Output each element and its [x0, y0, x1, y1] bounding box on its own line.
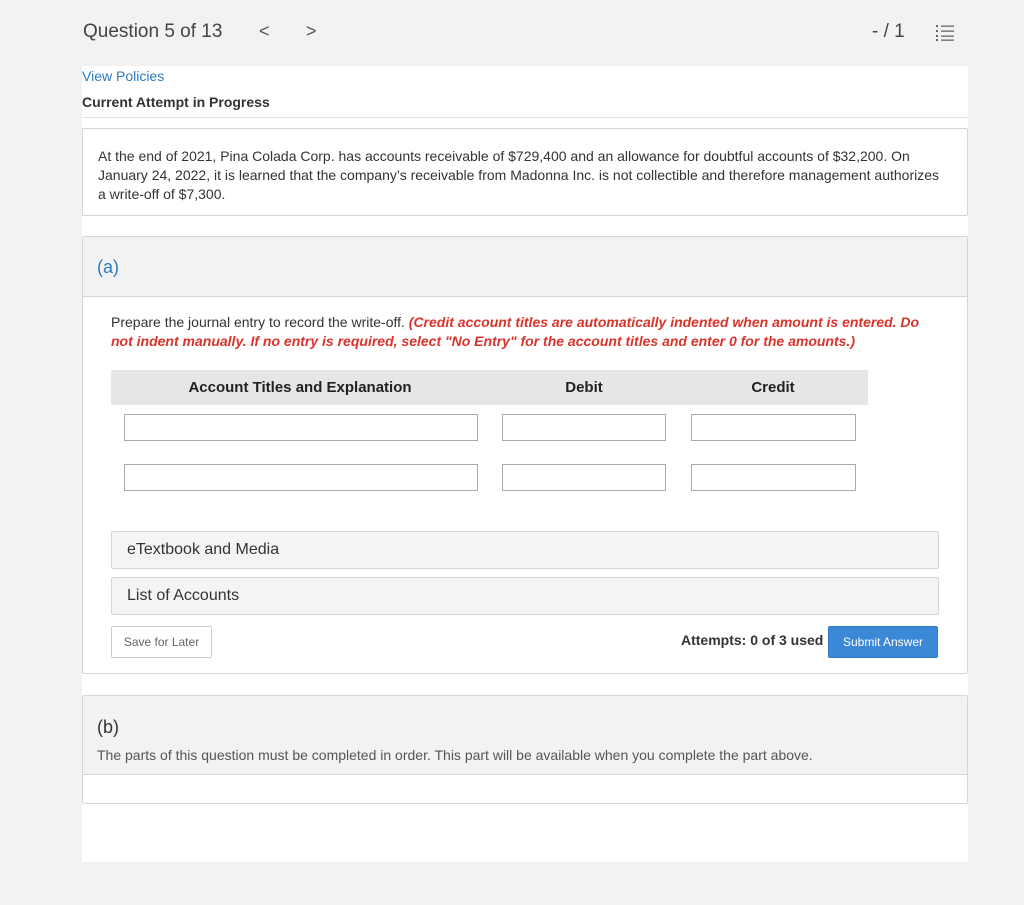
- part-b-panel: [82, 695, 968, 804]
- attempts-counter: Attempts: 0 of 3 used: [681, 632, 824, 648]
- header-debit: Debit: [565, 379, 603, 396]
- credit-input-row-2[interactable]: [691, 464, 856, 491]
- part-a-panel: [82, 236, 968, 674]
- list-of-accounts-label: List of Accounts: [127, 587, 240, 604]
- part-b-locked-message: The parts of this question must be completed in order. This part will be available when you complete the part above.: [97, 747, 813, 763]
- question-score: - / 1: [872, 21, 905, 42]
- chevron-right-icon[interactable]: >: [306, 21, 317, 41]
- question-text: At the end of 2021, Pina Colada Corp. has accounts receivable of $729,400 and an allowance for doubtful accounts of $32,200. On January 24, 2022, it is learned that the company’s receivable from Madonna Inc. is not collectible and therefore management authorizes a write-off of $7,300.: [98, 148, 940, 202]
- instruction-note: (Credit account titles are automatically indented when amount is entered. Do not indent manually. If no entry is required, select "No Entry" for the account titles and enter 0 for the amounts.): [111, 314, 920, 349]
- journal-table-header: [111, 370, 868, 405]
- question-content: [82, 66, 968, 862]
- submit-answer-button[interactable]: Submit Answer: [828, 626, 938, 658]
- part-a-label: (a): [97, 257, 119, 277]
- credit-input-row-1[interactable]: [691, 414, 856, 441]
- question-nav-bar: [0, 0, 1024, 66]
- header-credit: Credit: [751, 379, 795, 396]
- account-title-input-row-1[interactable]: [124, 414, 478, 441]
- numbered-list-icon[interactable]: [935, 23, 955, 43]
- debit-input-row-2[interactable]: [502, 464, 666, 491]
- attempt-status: Current Attempt in Progress: [82, 94, 270, 110]
- view-policies-link[interactable]: View Policies: [82, 68, 165, 84]
- chevron-left-icon[interactable]: <: [259, 21, 270, 41]
- divider: [82, 117, 968, 118]
- save-for-later-button[interactable]: Save for Later: [111, 626, 212, 658]
- question-stem: [82, 128, 968, 216]
- debit-input-row-1[interactable]: [502, 414, 666, 441]
- etextbook-media-toggle[interactable]: [111, 531, 939, 569]
- instruction-text: Prepare the journal entry to record the write-off.: [111, 314, 405, 330]
- part-a-instructions: [111, 313, 931, 351]
- part-b-header: [83, 696, 967, 775]
- part-a-header: [83, 237, 967, 297]
- account-title-input-row-2[interactable]: [124, 464, 478, 491]
- question-counter: Question 5 of 13: [83, 21, 223, 42]
- list-of-accounts-toggle[interactable]: [111, 577, 939, 615]
- part-b-label: (b): [97, 717, 119, 737]
- header-account-titles: Account Titles and Explanation: [188, 379, 412, 396]
- etextbook-media-label: eTextbook and Media: [127, 541, 280, 558]
